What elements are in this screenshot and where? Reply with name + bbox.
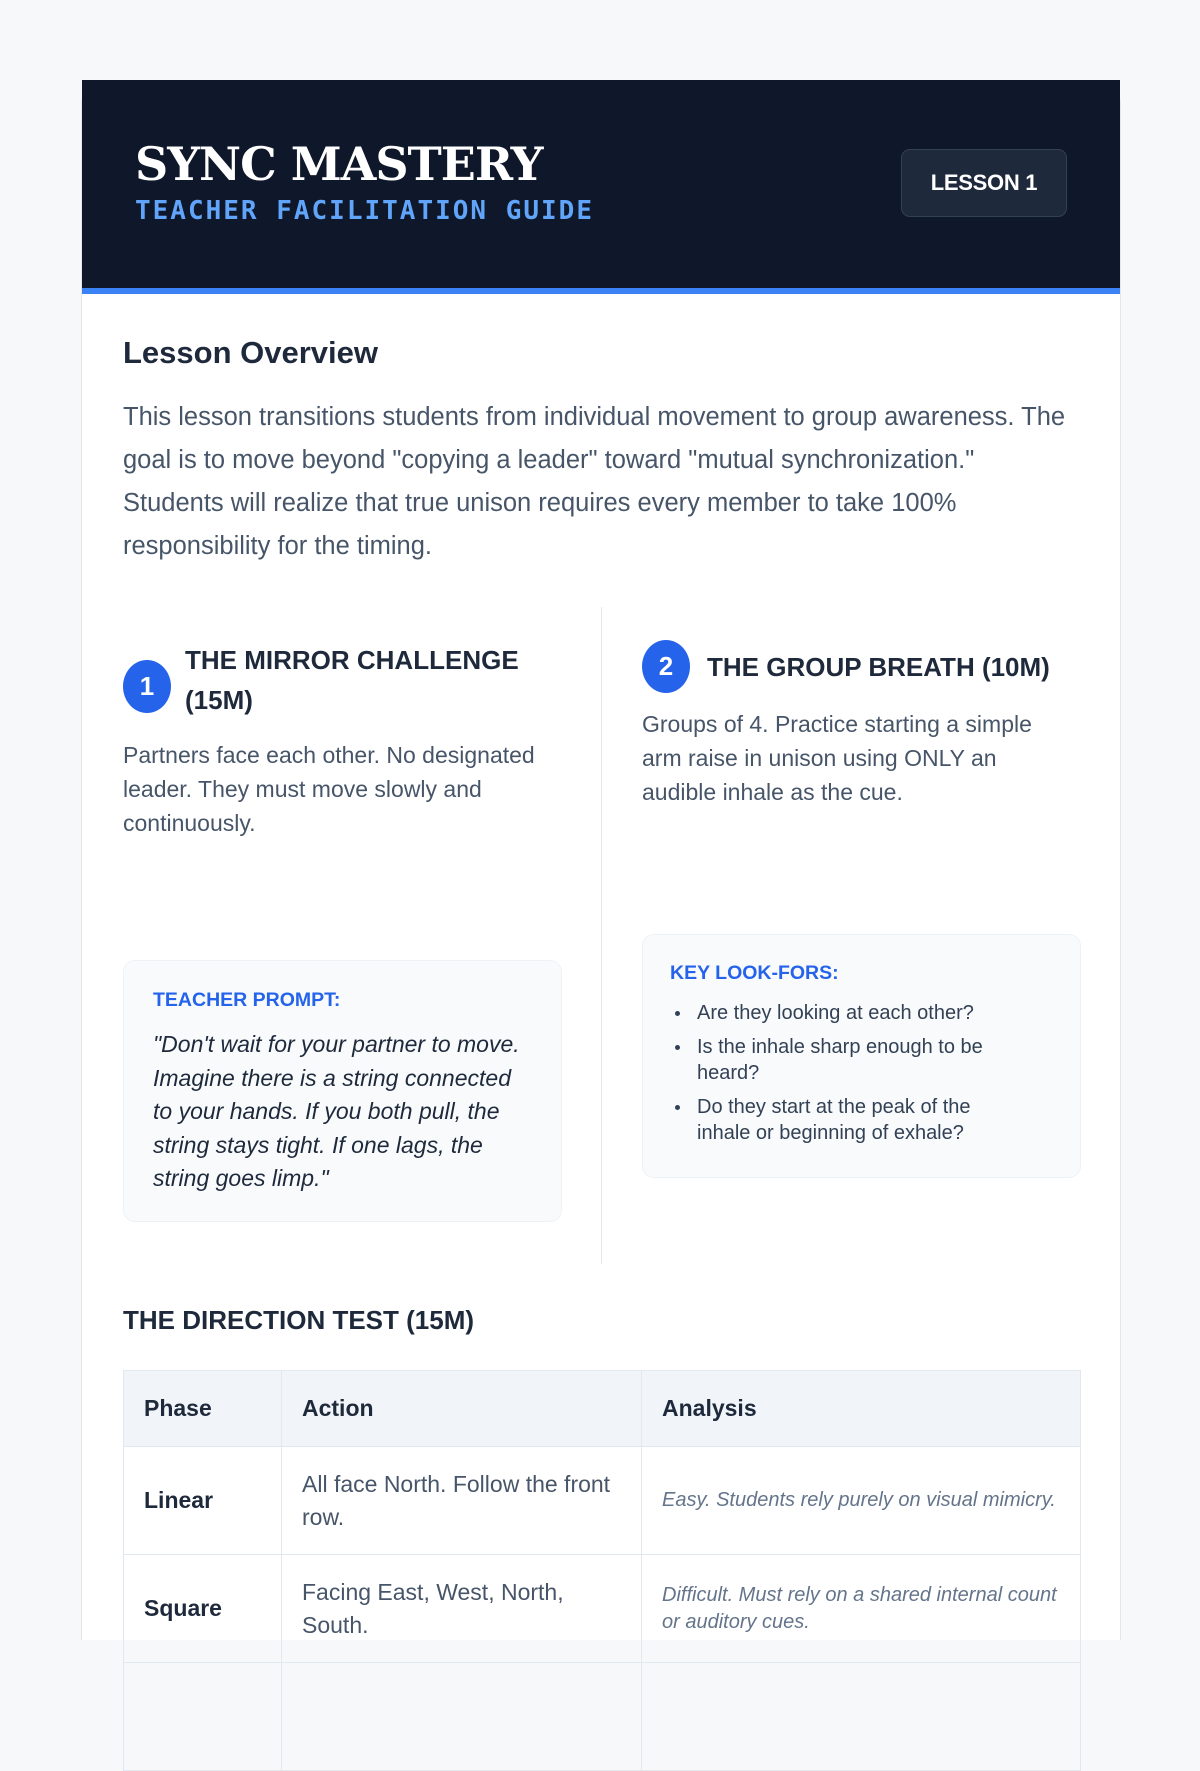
table-header-row (124, 1371, 1081, 1447)
activity-group-breath (642, 640, 1082, 1144)
analysis-cell (642, 1663, 1081, 1771)
column-header-action: Action (282, 1371, 642, 1447)
activity-header (123, 640, 563, 720)
activity-title: THE GROUP BREATH (10M) (707, 651, 1050, 682)
direction-test-table (123, 1370, 1081, 1771)
activity-description: Partners face each other. No designated leader. They must move slowly and continuously. (123, 742, 535, 836)
list-item: Are they looking at each other? (670, 1000, 1010, 1027)
guide-title: SYNC MASTERY (135, 137, 543, 191)
analysis-cell: Difficult. Must rely on a shared internal count or auditory cues. (642, 1555, 1081, 1663)
look-fors-box (642, 934, 1081, 1178)
overview-title: Lesson Overview (123, 335, 379, 370)
activity-header (642, 640, 1082, 693)
activity-mirror-challenge (123, 640, 563, 1191)
list-item: Do they start at the peak of the inhale or beginning of exhale? (670, 1094, 1010, 1147)
teacher-prompt-box (123, 960, 562, 1222)
list-item: Is the inhale sharp enough to be heard? (670, 1034, 1010, 1087)
direction-test-title: THE DIRECTION TEST (15M) (123, 1305, 475, 1335)
action-cell: All face North. Follow the front row. (282, 1447, 642, 1555)
teacher-prompt-label: TEACHER PROMPT: (153, 989, 341, 1011)
step-number-badge: 2 (642, 640, 690, 693)
table-row (124, 1447, 1081, 1555)
guide-subtitle: TEACHER FACILITATION GUIDE (135, 196, 594, 226)
activity-title: THE MIRROR CHALLENGE (15M) (185, 645, 519, 715)
column-header-phase: Phase (124, 1371, 282, 1447)
lesson-badge: LESSON 1 (901, 149, 1067, 217)
look-fors-label: KEY LOOK-FORS: (670, 962, 839, 984)
guide-header (82, 80, 1120, 294)
teacher-prompt-quote: "Don't wait for your partner to move. Imagine there is a string connected to your hands. If you both pull, the string stays tight. If one lags, the string goes limp." (153, 1031, 520, 1191)
table-row (124, 1663, 1081, 1771)
phase-cell: Square (124, 1555, 282, 1663)
analysis-cell: Easy. Students rely purely on visual mimicry. (642, 1447, 1081, 1555)
table-row (124, 1555, 1081, 1663)
step-number-badge: 1 (123, 660, 171, 713)
action-cell: Facing East, West, North, South. (282, 1555, 642, 1663)
column-divider (601, 607, 602, 1264)
column-header-analysis: Analysis (642, 1371, 1081, 1447)
look-fors-list (670, 1000, 1010, 1147)
action-cell (282, 1663, 642, 1771)
phase-cell (124, 1663, 282, 1771)
activity-description: Groups of 4. Practice starting a simple arm raise in unison using ONLY an audible inhale as the cue. (642, 711, 1032, 805)
overview-text: This lesson transitions students from individual movement to group awareness. The goal is to move beyond "copying a leader" toward "mutual synchronization." Students will realize that true unison requires every member to take 100% responsibility for the timing. (123, 403, 1066, 560)
phase-cell: Linear (124, 1447, 282, 1555)
guide-card (81, 80, 1121, 1640)
